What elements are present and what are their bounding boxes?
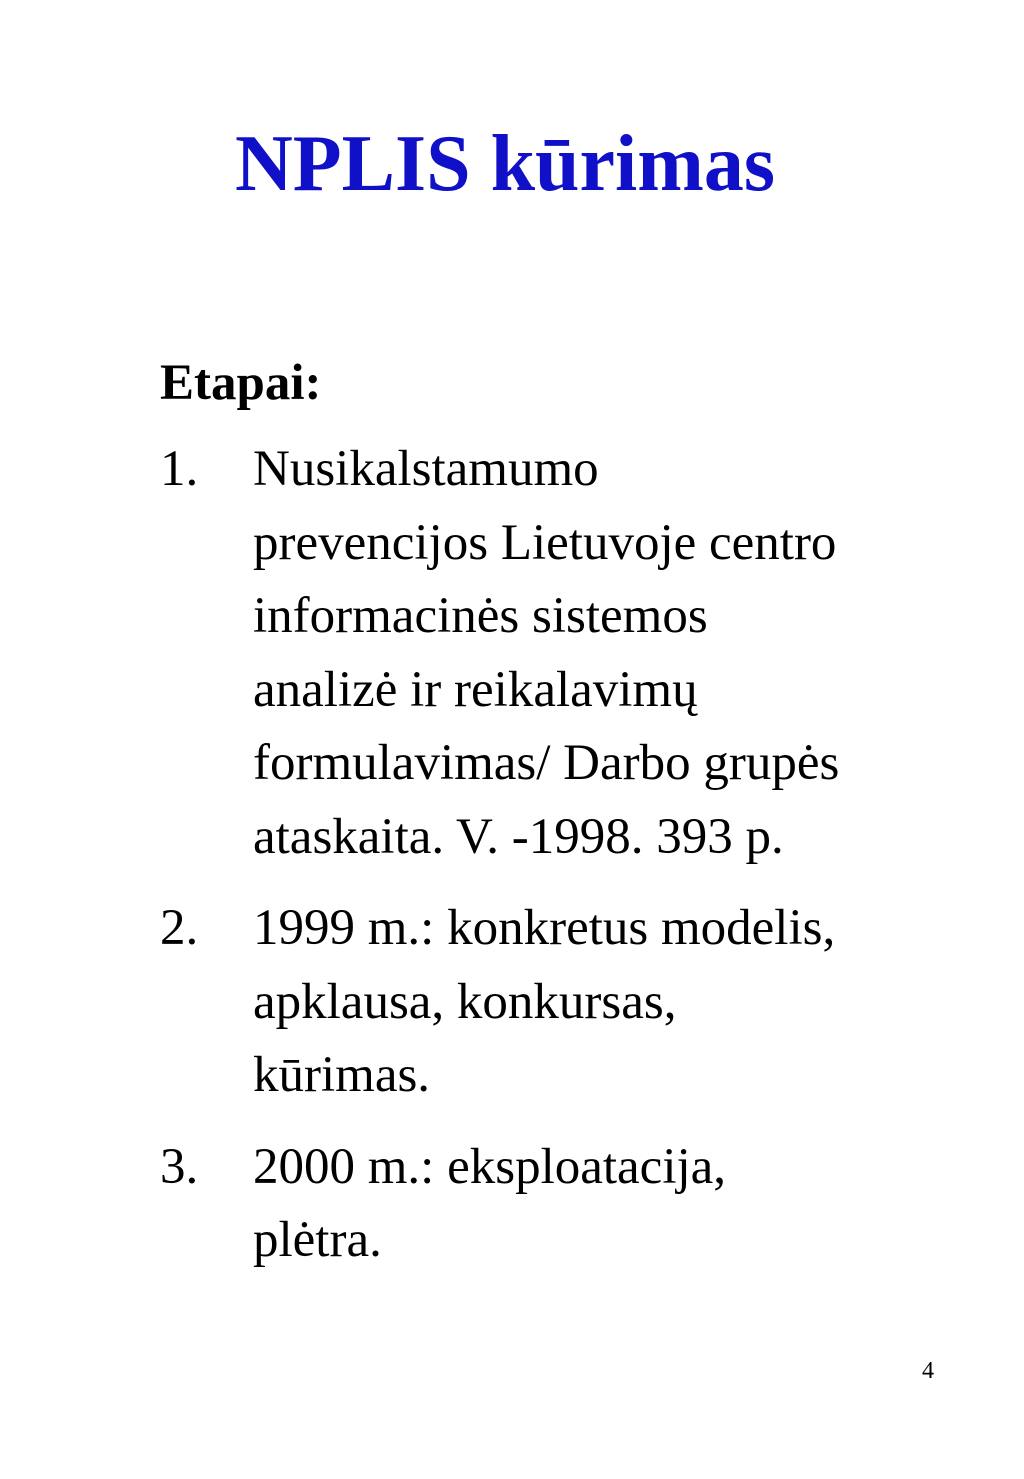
step-item [160,1131,1000,1278]
step-number: 1. [160,441,199,497]
step-text-line: 1999 m.: konkretus modelis, [253,900,836,956]
slide-title: NPLIS kūrimas [234,120,776,208]
step-text-line: analizė ir reikalavimų [253,661,698,718]
step-text-line: Nusikalstamumo [253,441,599,497]
step-number: 2. [160,900,199,956]
step-number: 3. [160,1138,199,1195]
step-text-line: informacinės sistemos [253,588,708,644]
step-text-line: 2000 m.: eksploatacija, [253,1138,727,1195]
steps-list [160,433,1000,1296]
step-text-line: apklausa, konkursas, [253,973,677,1030]
step-text-line: formulavimas/ Darbo grupės [253,735,840,791]
step-text-line: prevencijos Lietuvoje centro [253,514,837,571]
step-text-line: kūrimas. [253,1047,431,1103]
step-text-line: ataskaita. V. -1998. 393 p. [253,808,784,865]
step-item [160,892,1000,1113]
step-item [160,433,1000,874]
section-heading: Etapai: [160,355,322,411]
page-number: 4 [922,1358,934,1384]
step-text-line: plėtra. [253,1212,382,1268]
